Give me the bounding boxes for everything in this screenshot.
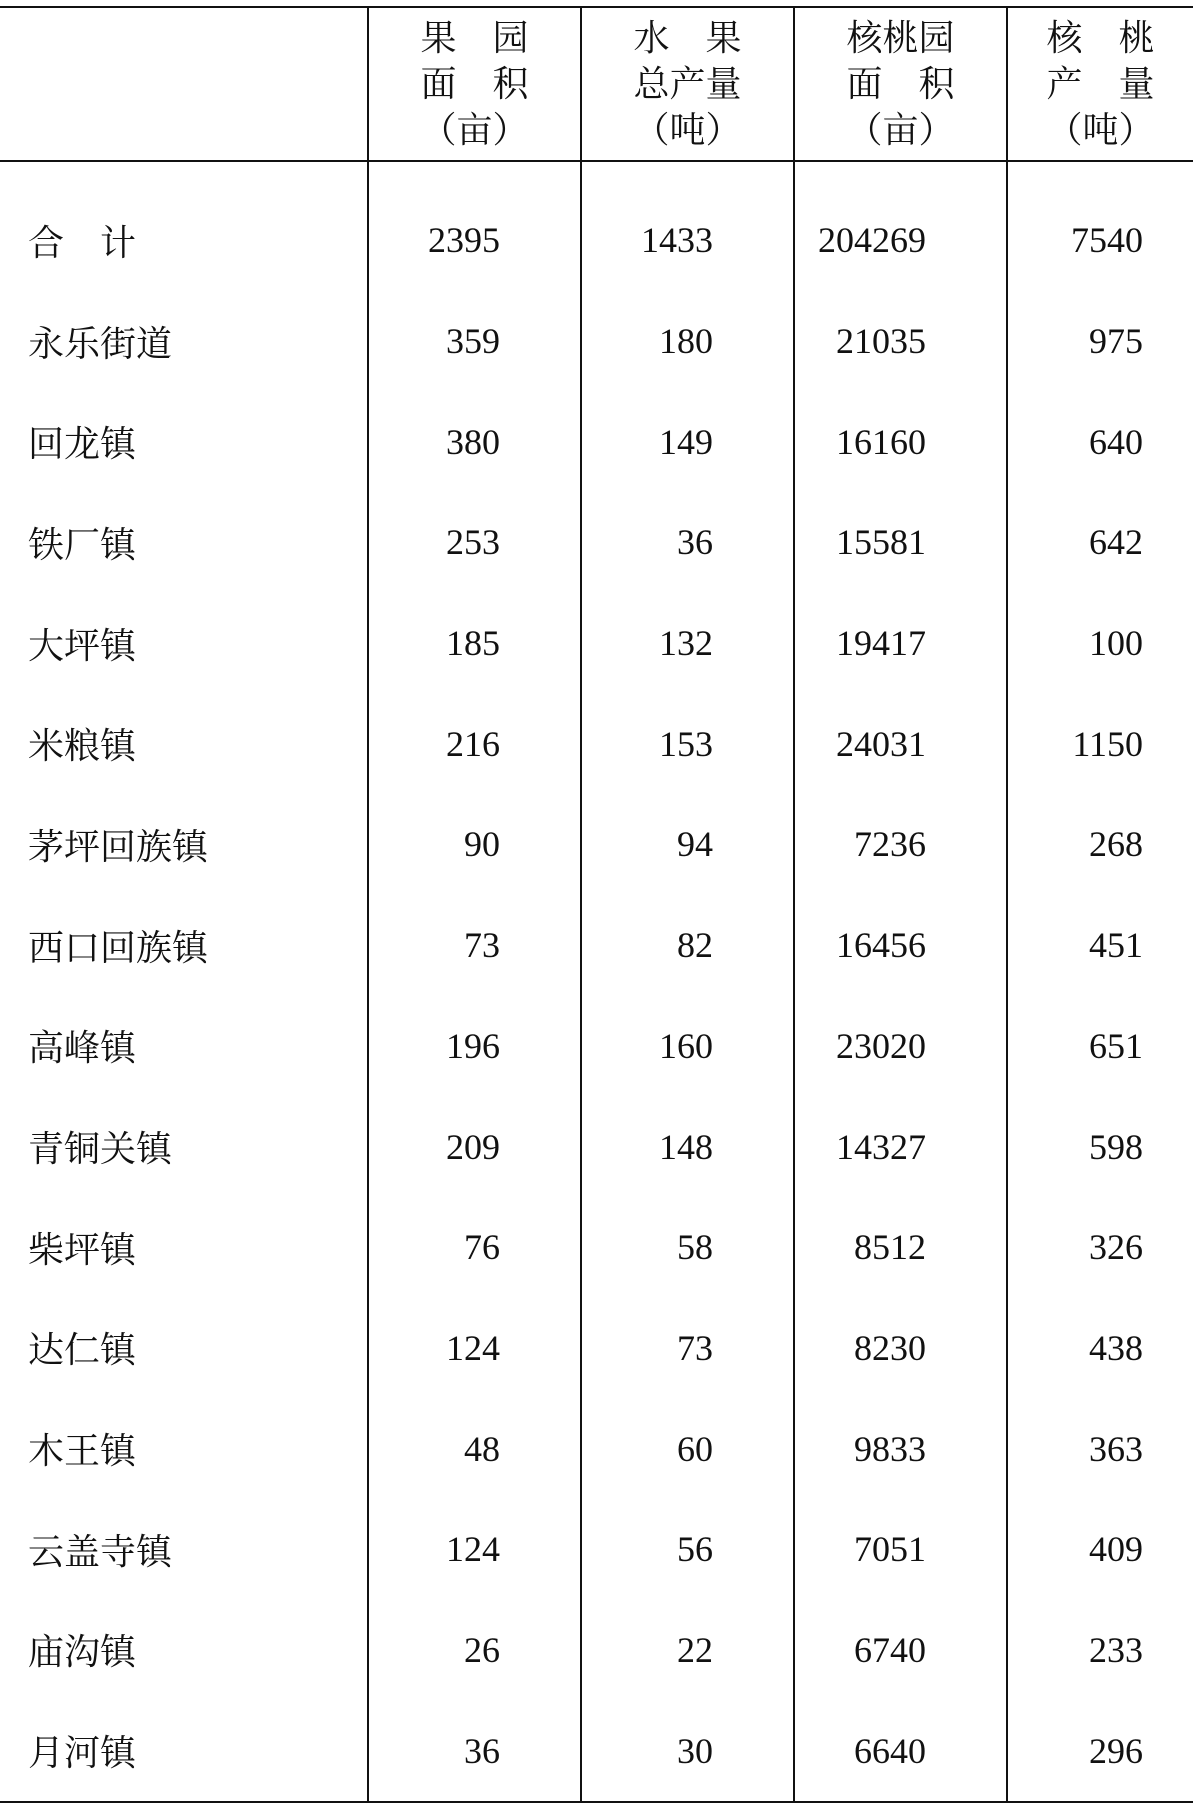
walnut-area-cell: 19417	[794, 593, 1007, 694]
region-name-cell: 米粮镇	[28, 726, 137, 767]
walnut-output-cell: 268	[1007, 794, 1193, 895]
fruit-output-cell: 94	[581, 794, 794, 895]
walnut-output-cell: 233	[1007, 1600, 1193, 1701]
fruit-output-cell: 148	[581, 1096, 794, 1197]
fruit-output-cell: 180	[581, 291, 794, 392]
fruit-output-cell: 30	[581, 1700, 794, 1802]
table-row	[0, 1298, 1193, 1399]
total-row	[0, 190, 1193, 291]
walnut-area-cell: 16456	[794, 895, 1007, 996]
walnut-output-cell: 598	[1007, 1096, 1193, 1197]
table-row	[0, 593, 1193, 694]
header-unit: （亩）	[846, 110, 955, 150]
region-name-cell: 茅坪回族镇	[28, 826, 209, 867]
header-cell-orchard-area	[368, 7, 581, 161]
table-body	[0, 161, 1193, 1802]
region-name-cell: 云盖寺镇	[28, 1531, 173, 1572]
orchard-area-cell: 209	[368, 1096, 581, 1197]
orchard-area-cell: 185	[368, 593, 581, 694]
header-line: 总产量	[633, 64, 742, 104]
walnut-output-cell: 640	[1007, 391, 1193, 492]
header-line: 面 积	[420, 64, 529, 104]
walnut-output-cell: 326	[1007, 1197, 1193, 1298]
fruit-output-cell: 132	[581, 593, 794, 694]
walnut-area-cell: 6740	[794, 1600, 1007, 1701]
table-row	[0, 693, 1193, 794]
table-row	[0, 492, 1193, 593]
orchard-area-cell: 36	[368, 1700, 581, 1802]
walnut-output-cell: 1150	[1007, 693, 1193, 794]
spacer-row	[0, 161, 1193, 190]
header-line: 面 积	[846, 64, 955, 104]
walnut-area-cell: 8512	[794, 1197, 1007, 1298]
header-row	[0, 7, 1193, 161]
table-row	[0, 1700, 1193, 1802]
orchard-area-cell: 216	[368, 693, 581, 794]
walnut-area-cell: 15581	[794, 492, 1007, 593]
fruit-output-cell: 149	[581, 391, 794, 492]
fruit-output-cell: 1433	[581, 190, 794, 291]
region-name-cell: 庙沟镇	[28, 1632, 137, 1673]
region-name-cell: 合 计	[28, 222, 137, 263]
orchard-area-cell: 76	[368, 1197, 581, 1298]
walnut-area-cell: 23020	[794, 996, 1007, 1097]
header-line: 核桃园	[846, 18, 955, 58]
walnut-area-cell: 16160	[794, 391, 1007, 492]
fruit-output-cell: 22	[581, 1600, 794, 1701]
region-name-cell: 青铜关镇	[28, 1129, 173, 1170]
table-row	[0, 1600, 1193, 1701]
orchard-area-cell: 48	[368, 1398, 581, 1499]
orchard-area-cell: 2395	[368, 190, 581, 291]
region-name-cell: 永乐街道	[28, 323, 173, 364]
walnut-area-cell: 204269	[794, 190, 1007, 291]
orchard-area-cell: 253	[368, 492, 581, 593]
orchard-area-cell: 26	[368, 1600, 581, 1701]
orchard-area-cell: 90	[368, 794, 581, 895]
walnut-output-cell: 642	[1007, 492, 1193, 593]
walnut-output-cell: 363	[1007, 1398, 1193, 1499]
region-name-cell: 柴坪镇	[28, 1229, 137, 1270]
header-line: 产 量	[1046, 64, 1155, 104]
fruit-output-cell: 160	[581, 996, 794, 1097]
walnut-area-cell: 21035	[794, 291, 1007, 392]
walnut-area-cell: 9833	[794, 1398, 1007, 1499]
table-row	[0, 996, 1193, 1097]
table-row	[0, 1499, 1193, 1600]
table-row	[0, 895, 1193, 996]
orchard-area-cell: 124	[368, 1298, 581, 1399]
walnut-output-cell: 296	[1007, 1700, 1193, 1802]
fruit-output-cell: 73	[581, 1298, 794, 1399]
header-unit: （吨）	[1046, 110, 1155, 150]
table-row	[0, 291, 1193, 392]
header-unit: （亩）	[420, 110, 529, 150]
table-row	[0, 391, 1193, 492]
orchard-area-cell: 73	[368, 895, 581, 996]
header-cell-fruit-output	[581, 7, 794, 161]
walnut-area-cell: 24031	[794, 693, 1007, 794]
orchard-area-cell: 196	[368, 996, 581, 1097]
region-name-cell: 月河镇	[0, 1700, 368, 1802]
statistics-table	[0, 6, 1193, 1803]
region-name-cell: 大坪镇	[28, 625, 137, 666]
region-name-cell: 木王镇	[28, 1431, 137, 1472]
header-cell-walnut-area	[794, 7, 1007, 161]
fruit-output-cell: 36	[581, 492, 794, 593]
orchard-area-cell: 124	[368, 1499, 581, 1600]
walnut-output-cell: 409	[1007, 1499, 1193, 1600]
walnut-output-cell: 438	[1007, 1298, 1193, 1399]
region-name-cell: 高峰镇	[28, 1028, 137, 1069]
table-row	[0, 1197, 1193, 1298]
walnut-output-cell: 100	[1007, 593, 1193, 694]
header-line: 水 果	[633, 18, 742, 58]
orchard-area-cell: 359	[368, 291, 581, 392]
table-header	[0, 7, 1193, 161]
walnut-output-cell: 651	[1007, 996, 1193, 1097]
header-cell-walnut-output	[1007, 7, 1193, 161]
fruit-output-cell: 56	[581, 1499, 794, 1600]
region-name-cell: 回龙镇	[28, 424, 137, 465]
walnut-area-cell: 7236	[794, 794, 1007, 895]
walnut-area-cell: 6640	[794, 1700, 1007, 1802]
header-line: 核 桃	[1046, 18, 1155, 58]
table-row	[0, 1398, 1193, 1499]
walnut-area-cell: 7051	[794, 1499, 1007, 1600]
walnut-output-cell: 7540	[1007, 190, 1193, 291]
walnut-output-cell: 451	[1007, 895, 1193, 996]
header-cell-region	[0, 7, 368, 161]
fruit-output-cell: 153	[581, 693, 794, 794]
orchard-area-cell: 380	[368, 391, 581, 492]
table-row	[0, 794, 1193, 895]
region-name-cell: 西口回族镇	[28, 927, 209, 968]
header-line: 果 园	[420, 18, 529, 58]
header-unit: （吨）	[633, 110, 742, 150]
fruit-output-cell: 60	[581, 1398, 794, 1499]
table-row	[0, 1096, 1193, 1197]
region-name-cell: 达仁镇	[28, 1330, 137, 1371]
region-name-cell: 铁厂镇	[28, 524, 137, 565]
fruit-output-cell: 58	[581, 1197, 794, 1298]
walnut-area-cell: 8230	[794, 1298, 1007, 1399]
walnut-output-cell: 975	[1007, 291, 1193, 392]
walnut-area-cell: 14327	[794, 1096, 1007, 1197]
fruit-output-cell: 82	[581, 895, 794, 996]
